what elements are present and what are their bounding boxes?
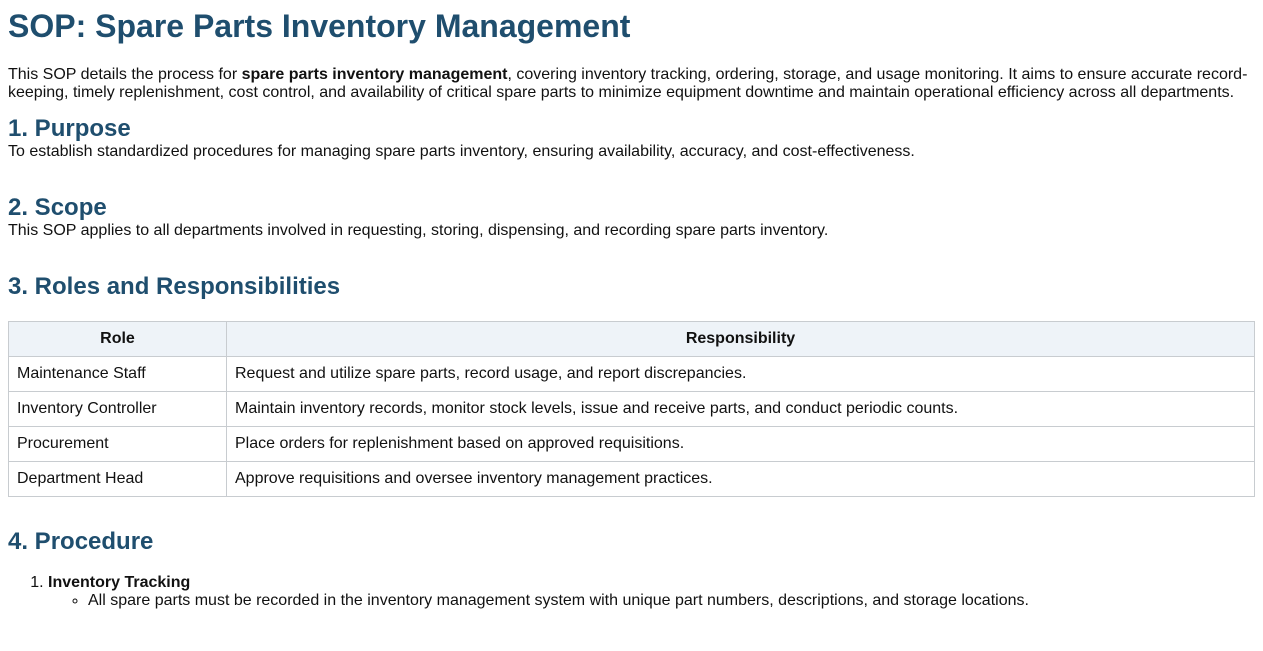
roles-table [8,321,1255,497]
role-cell: Department Head [9,462,227,497]
purpose-heading: 1. Purpose [8,115,131,142]
scope-text: This SOP applies to all departments involved in requesting, storing, dispensing, and recording spare parts inventory. [8,222,829,239]
role-cell: Inventory Controller [9,392,227,427]
responsibility-cell: Request and utilize spare parts, record usage, and report discrepancies. [227,357,1255,392]
table-row [9,462,1255,497]
scope-heading: 2. Scope [8,194,107,221]
responsibility-cell: Approve requisitions and oversee inventory management practices. [227,462,1255,497]
procedure-step-title: Inventory Tracking [48,574,191,591]
role-cell: Maintenance Staff [9,357,227,392]
role-cell: Procurement [9,427,227,462]
roles-heading: 3. Roles and Responsibilities [8,273,341,300]
procedure-substep: ◦ All spare parts must be recorded in the inventory management system with unique part numbers, descriptions, and storage locations. [88,592,1255,610]
procedure-heading: 4. Procedure [8,528,154,555]
header-role: Role [9,322,227,357]
intro-text-start: This SOP details the process for [8,66,242,83]
table-row [9,392,1255,427]
table-header-row [9,322,1255,357]
intro-paragraph [8,66,1253,102]
header-responsibility: Responsibility [227,322,1255,357]
intro-text-end: , covering inventory tracking, ordering, storage, and usage monitoring. It aims to ensure accurate record-keeping, timely replenishment, cost control, and availability of critical spare parts to minimize equipment downtime and maintain operational efficiency across all departments. [8,66,1248,101]
responsibility-cell: Place orders for replenishment based on approved requisitions. [227,427,1255,462]
table-row [9,357,1255,392]
page-title: SOP: Spare Parts Inventory Management [8,8,631,44]
table-row [9,427,1255,462]
procedure-step [48,574,1255,610]
procedure-list [8,574,1255,610]
intro-bold-term: spare parts inventory management [241,66,508,83]
responsibility-cell: Maintain inventory records, monitor stock levels, issue and receive parts, and conduct periodic counts. [227,392,1255,427]
purpose-text: To establish standardized procedures for managing spare parts inventory, ensuring availability, accuracy, and cost-effectiveness. [8,143,915,160]
procedure-substeps [48,592,1255,610]
